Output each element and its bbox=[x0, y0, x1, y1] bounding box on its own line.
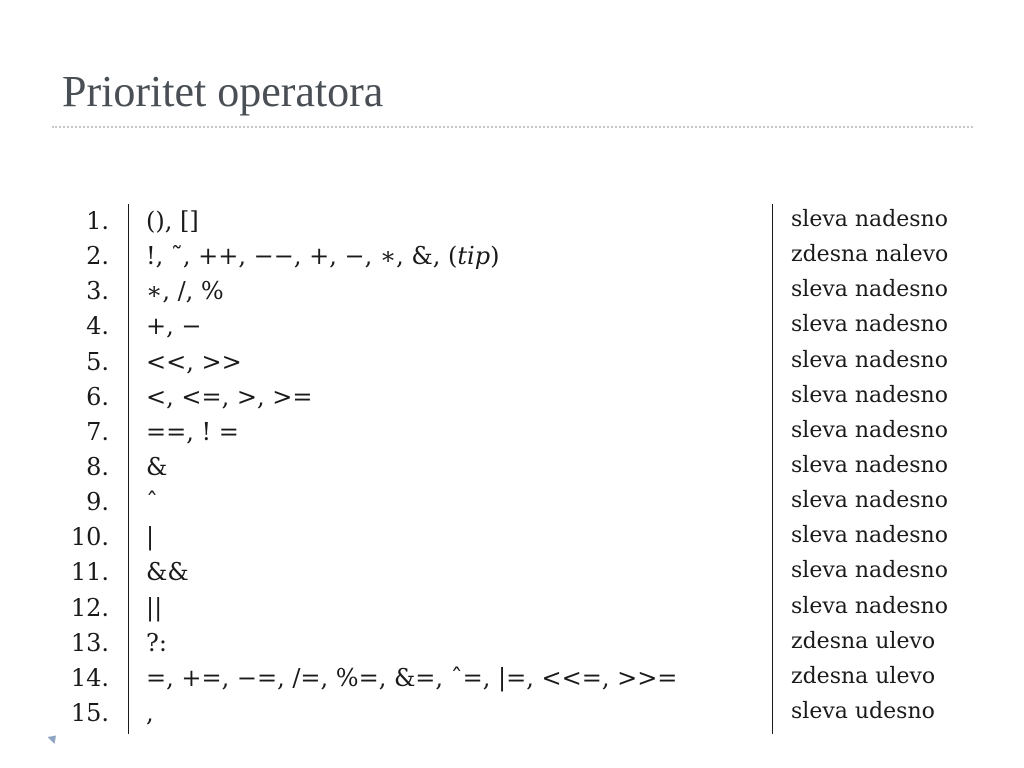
table-row bbox=[54, 345, 984, 380]
table-row bbox=[54, 485, 984, 520]
row-associativity: zdesna nalevo bbox=[791, 242, 949, 268]
row-operators: +, − bbox=[146, 312, 202, 341]
row-operators: ==, ! = bbox=[146, 417, 239, 446]
row-operators: && bbox=[146, 558, 189, 587]
row-associativity: sleva nadesno bbox=[791, 452, 948, 478]
row-number: 7. bbox=[86, 417, 109, 446]
row-operators: (), [] bbox=[146, 207, 199, 235]
row-operators: | bbox=[146, 523, 155, 552]
row-number: 3. bbox=[86, 277, 109, 306]
row-associativity: sleva nadesno bbox=[791, 312, 948, 338]
table-row bbox=[54, 380, 984, 415]
row-operators: ∗, /, % bbox=[146, 277, 224, 306]
row-number: 2. bbox=[86, 242, 109, 271]
row-number: 1. bbox=[86, 207, 109, 235]
row-associativity: zdesna ulevo bbox=[791, 628, 936, 654]
row-associativity: zdesna ulevo bbox=[791, 663, 936, 689]
row-operators: ˆ bbox=[146, 488, 158, 517]
row-associativity: sleva nadesno bbox=[791, 488, 948, 514]
row-associativity: sleva nadesno bbox=[791, 207, 948, 232]
row-operators: & bbox=[146, 452, 168, 481]
table-row bbox=[54, 274, 984, 309]
table-row bbox=[54, 696, 984, 731]
row-associativity: sleva nadesno bbox=[791, 593, 948, 619]
table-row bbox=[54, 239, 984, 274]
triangle-bullet-icon bbox=[47, 732, 59, 744]
row-associativity: sleva nadesno bbox=[791, 417, 948, 443]
row-operators: ?: bbox=[146, 628, 167, 657]
row-associativity: sleva nadesno bbox=[791, 277, 948, 303]
row-number: 15. bbox=[70, 698, 109, 727]
table-row bbox=[54, 591, 984, 626]
row-number: 11. bbox=[70, 558, 109, 587]
table-row bbox=[54, 204, 984, 239]
row-operators: , bbox=[146, 698, 154, 727]
row-number: 12. bbox=[70, 593, 109, 622]
row-associativity: sleva nadesno bbox=[791, 347, 948, 373]
row-operators: !, ˜, ++, −−, +, −, ∗, &, (tip) bbox=[146, 242, 500, 271]
table-row bbox=[54, 626, 984, 661]
table-row bbox=[54, 450, 984, 485]
row-associativity: sleva nadesno bbox=[791, 523, 948, 549]
table-row bbox=[54, 555, 984, 590]
table-row bbox=[54, 415, 984, 450]
row-number: 13. bbox=[70, 628, 109, 657]
title-divider bbox=[52, 126, 973, 128]
page-title: Prioritet operatora bbox=[62, 67, 384, 116]
row-number: 8. bbox=[86, 452, 109, 481]
row-associativity: sleva nadesno bbox=[791, 382, 948, 408]
row-operators: =, +=, −=, /=, %=, &=, ˆ=, |=, <<=, >>= bbox=[146, 663, 678, 692]
row-number: 9. bbox=[86, 488, 109, 517]
row-number: 10. bbox=[70, 523, 109, 552]
row-associativity: sleva nadesno bbox=[791, 558, 948, 584]
type-cast-placeholder: tip bbox=[457, 242, 491, 271]
row-number: 6. bbox=[86, 382, 109, 411]
row-operators: <<, >> bbox=[146, 347, 242, 376]
row-number: 14. bbox=[70, 663, 109, 692]
row-operators: <, <=, >, >= bbox=[146, 382, 313, 411]
row-number: 5. bbox=[86, 347, 109, 376]
table-row bbox=[54, 661, 984, 696]
row-operators: || bbox=[146, 593, 163, 622]
table-row bbox=[54, 309, 984, 344]
table-row bbox=[54, 520, 984, 555]
row-number: 4. bbox=[86, 312, 109, 341]
precedence-table bbox=[54, 204, 984, 731]
row-associativity: sleva udesno bbox=[791, 698, 935, 724]
